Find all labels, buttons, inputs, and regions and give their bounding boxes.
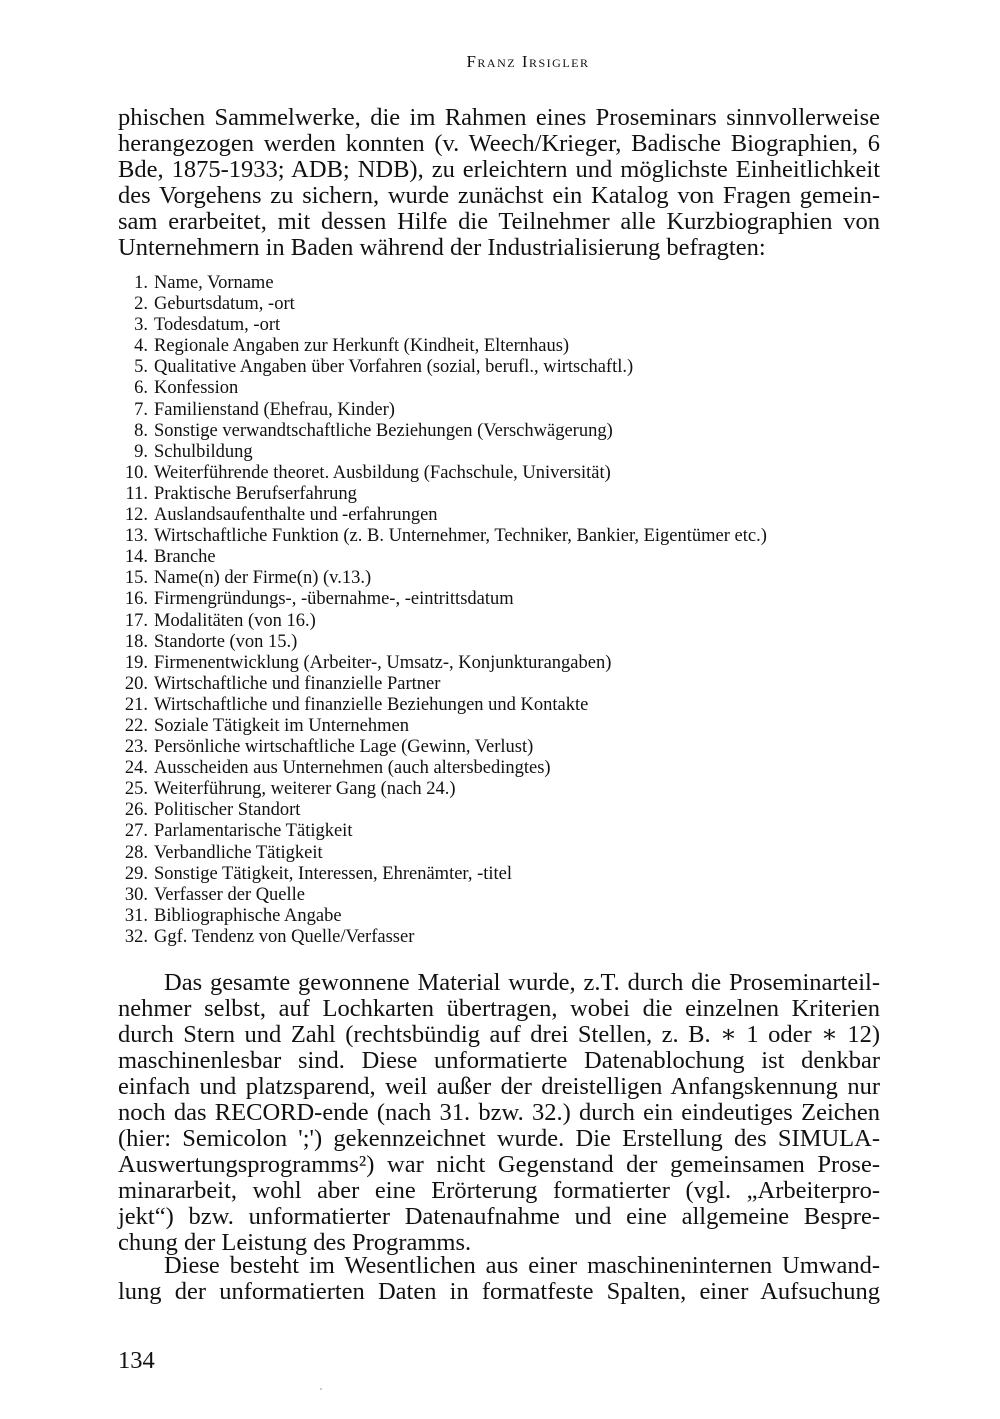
question-item [118,357,880,378]
question-number: 10. [124,462,148,483]
question-item [118,885,880,906]
paragraph-line: jekt“) bzw. unformatierter Datenaufnahme und eine allgemeine Bespre- [118,1203,880,1230]
question-item [118,843,880,864]
question-number: 26. [124,800,148,821]
question-text: Praktische Berufserfahrung [154,483,357,504]
question-item [118,484,880,505]
question-item [118,315,880,336]
question-item [118,716,880,737]
question-item [118,378,880,399]
question-text: Parlamentarische Tätigkeit [154,821,353,842]
intro-line: des Vorgehens zu sichern, wurde zunächst ein Katalog von Fragen gemein- [118,182,880,209]
paragraph-line-text: Diese besteht im Wesentlichen aus einer maschineninternen Umwand- [164,1252,880,1279]
question-text: Sonstige verwandtschaftliche Beziehungen (Verschwägerung) [154,420,613,441]
question-text: Verbandliche Tätigkeit [154,842,323,863]
question-item [118,400,880,421]
question-text: Bibliographische Angabe [154,905,342,926]
question-number: 11. [125,483,148,504]
question-number: 9. [134,441,148,462]
question-text: Wirtschaftliche und finanzielle Beziehungen und Kontakte [154,694,589,715]
intro-line: sam erarbeitet, mit dessen Hilfe die Teilnehmer alle Kurzbiographien von [118,208,880,235]
paragraph-line: maschinenlesbar sind. Diese unformatierte Datenablochung ist denkbar [118,1047,880,1074]
question-number: 13. [124,526,148,547]
question-number: 2. [134,294,148,315]
question-text: Ausscheiden aus Unternehmen (auch altersbedingtes) [154,758,551,779]
question-text: Weiterführende theoret. Ausbildung (Fachschule, Universität) [154,462,611,483]
question-text: Wirtschaftliche Funktion (z. B. Unternehmer, Techniker, Bankier, Eigentümer etc.) [154,526,767,547]
question-number: 30. [124,884,148,905]
question-number: 4. [134,336,148,357]
question-number: 20. [124,673,148,694]
question-item [118,336,880,357]
question-number: 18. [124,631,148,652]
question-item [118,526,880,547]
question-number: 16. [124,589,148,610]
diese-paragraph [118,1253,880,1305]
question-item [118,294,880,315]
question-item [118,674,880,695]
paragraph-line: minararbeit, wohl aber eine Erörterung formatierter (vgl. „Arbeiterpro- [118,1177,880,1204]
question-item [118,547,880,568]
question-number: 1. [134,273,148,293]
question-item [118,505,880,526]
paragraph-line: (hier: Semicolon ';') gekennzeichnet wurde. Die Erstellung des SIMULA- [118,1125,880,1152]
paragraph-line: Auswertungsprogramms²) war nicht Gegenstand der gemeinsamen Prose- [118,1151,880,1178]
question-number: 14. [124,547,148,568]
running-header [0,52,1000,72]
question-text: Auslandsaufenthalte und -erfahrungen [154,505,438,526]
paragraph-line [118,970,880,996]
paragraph-line-text: Das gesamte gewonnene Material wurde, z.T. durch die Proseminarteil- [164,969,880,996]
question-text: Wirtschaftliche und finanzielle Partner [154,673,441,694]
question-number: 21. [124,694,148,715]
question-text: Modalitäten (von 16.) [154,610,316,631]
question-text: Geburtsdatum, -ort [154,294,295,315]
paragraph-line [118,1253,880,1279]
question-item [118,695,880,716]
question-item [118,737,880,758]
question-item [118,589,880,610]
question-number: 6. [134,378,148,399]
intro-line: phischen Sammelwerke, die im Rahmen eines Proseminars sinnvollerweise [118,104,880,131]
question-text: Regionale Angaben zur Herkunft (Kindheit, Elternhaus) [154,336,570,357]
question-item [118,864,880,885]
question-item [118,273,880,294]
question-item [118,442,880,463]
question-text: Politischer Standort [154,800,301,821]
question-item [118,653,880,674]
question-text: Persönliche wirtschaftliche Lage (Gewinn, Verlust) [154,737,534,758]
question-number: 12. [124,505,148,526]
question-number: 22. [124,715,148,736]
question-number: 23. [124,737,148,758]
question-text: Name, Vorname [154,273,274,293]
question-item [118,568,880,589]
question-number: 5. [134,357,148,378]
question-text: Verfasser der Quelle [154,884,306,905]
question-number: 8. [134,420,148,441]
question-number: 25. [124,779,148,800]
intro-line: Unternehmern in Baden während der Industrialisierung befragten: [118,234,766,261]
question-item [118,779,880,800]
page-number: 134 [118,1347,155,1374]
scan-speck [320,1388,322,1390]
paragraph-line: lung der unformatierten Daten in formatfeste Spalten, einer Aufsuchung [118,1278,880,1305]
paragraph-line: nehmer selbst, auf Lochkarten übertragen, wobei die einzelnen Kriterien [118,995,880,1022]
question-item [118,758,880,779]
question-number: 19. [124,652,148,673]
question-item [118,821,880,842]
question-text: Familienstand (Ehefrau, Kinder) [154,399,395,420]
question-text: Schulbildung [154,441,253,462]
intro-line: herangezogen werden konnten (v. Weech/Krieger, Badische Biographien, 6 [118,130,880,157]
author-name: Franz Irsigler [466,52,590,71]
question-number: 3. [134,315,148,336]
question-text: Sonstige Tätigkeit, Interessen, Ehrenämter, -titel [154,863,513,884]
question-text: Standorte (von 15.) [154,631,298,652]
question-text: Soziale Tätigkeit im Unternehmen [154,715,409,736]
question-item [118,611,880,632]
question-number: 15. [124,568,148,589]
question-text: Konfession [154,378,239,399]
intro-line: Bde, 1875-1933; ADB; NDB), zu erleichtern und möglichste Einheitlichkeit [118,156,880,183]
question-item [118,906,880,927]
question-text: Branche [154,547,216,568]
question-item [118,421,880,442]
question-number: 27. [124,821,148,842]
question-text: Todesdatum, -ort [154,315,281,336]
paragraph-line: chung der Leistung des Programms. [118,1229,472,1256]
question-item [118,800,880,821]
question-text: Firmengründungs-, -übernahme-, -eintrittsdatum [154,589,514,610]
question-number: 17. [124,610,148,631]
paragraph-line: noch das RECORD-ende (nach 31. bzw. 32.) durch ein eindeutiges Zeichen [118,1099,880,1126]
question-number: 31. [124,905,148,926]
question-number: 7. [134,399,148,420]
intro-paragraph [118,105,880,261]
question-catalog-list [118,273,880,948]
question-number: 32. [124,926,148,947]
question-text: Qualitative Angaben über Vorfahren (sozial, berufl., wirtschaftl.) [154,357,634,378]
question-text: Firmenentwicklung (Arbeiter-, Umsatz-, Konjunkturangaben) [154,652,612,673]
question-text: Weiterführung, weiterer Gang (nach 24.) [154,779,456,800]
question-text: Ggf. Tendenz von Quelle/Verfasser [154,926,415,947]
question-item [118,632,880,653]
question-text: Name(n) der Firme(n) (v.13.) [154,568,372,589]
question-number: 28. [124,842,148,863]
question-number: 24. [124,758,148,779]
question-item [118,927,880,948]
question-number: 29. [124,863,148,884]
paragraph-line: durch Stern und Zahl (rechtsbündig auf drei Stellen, z. B. ∗ 1 oder ∗ 12) [118,1021,880,1048]
question-item [118,463,880,484]
lochkarten-paragraph [118,970,880,1256]
paragraph-line: einfach und platzsparend, weil außer der dreistelligen Anfangskennung nur [118,1073,880,1100]
